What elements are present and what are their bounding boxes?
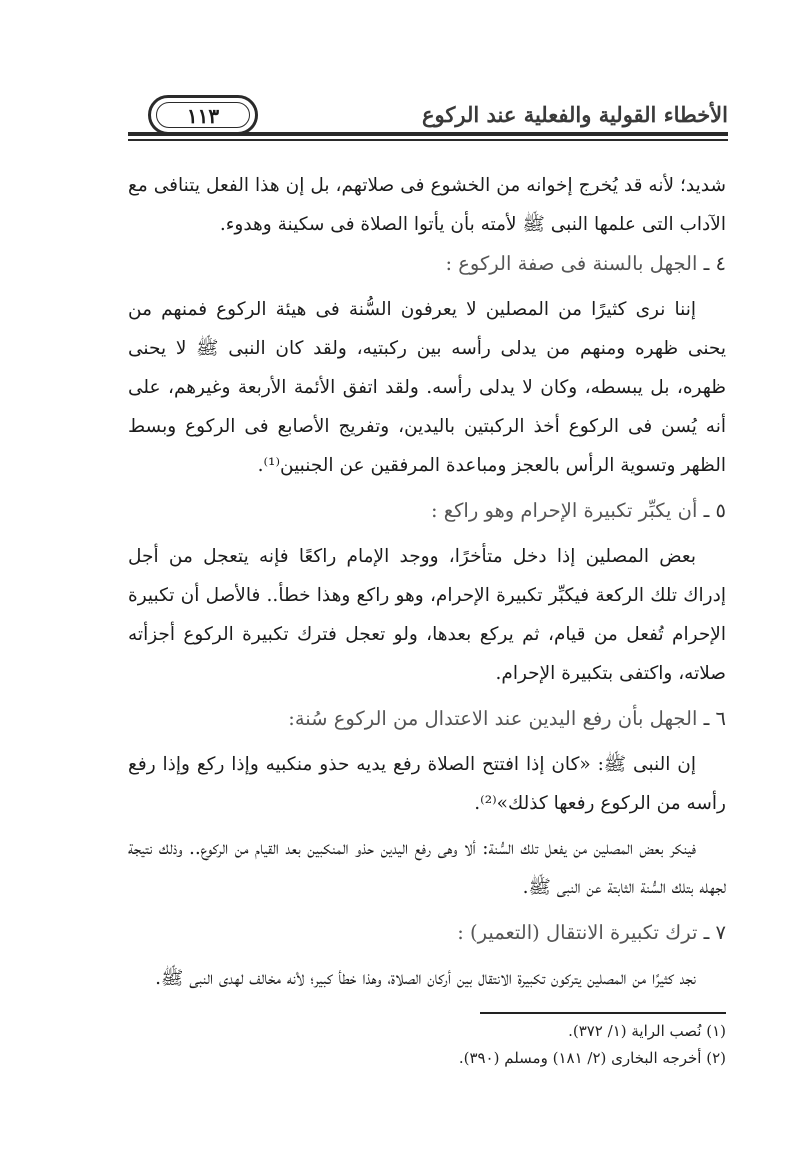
- section-heading: [128, 491, 726, 531]
- section-title: أن يكبِّر تكبيرة الإحرام وهو راكع :: [430, 499, 698, 522]
- section-heading: [128, 699, 726, 739]
- page-number: ١١٣: [186, 104, 220, 128]
- page-header: [128, 92, 728, 158]
- main-text: [128, 166, 726, 998]
- section-heading: [128, 244, 726, 284]
- page-number-badge: [148, 95, 258, 135]
- section-title: الجهل بالسنة فى صفة الركوع :: [445, 252, 698, 275]
- section-title: الجهل بأن رفع اليدين عند الاعتدال من الركوع سُنة:: [288, 707, 698, 730]
- paragraph: إننا نرى كثيرًا من المصلين لا يعرفون السُّنة فى هيئة الركوع فمنهم من يحنى ظهره ومنهم من يدلى رأسه بين ركبتيه، ولقد كان النبى ﷺ لا يحنى ظهره، بل يبسطه، وكان لا يدلى رأسه. ولقد اتفق الأئمة الأربعة وغيرهم، على أنه يُسن فى الركوع أخذ الركبتين باليدين، وتفريج الأصابع فى الركوع وبسط الظهر وتسوية الرأس بالعجز ومباعدة المرفقين عن الجنبين⁽¹⁾.: [128, 299, 726, 476]
- paragraph: إن النبى ﷺ: «كان إذا افتتح الصلاة رفع يديه حذو منكبيه وإذا ركع وإذا رفع رأسه من الركوع رفعها كذلك»⁽²⁾.: [128, 754, 726, 814]
- running-title: الأخطاء القولية والفعلية عند الركوع: [422, 102, 728, 127]
- section-number: ٤ ـ: [703, 252, 726, 275]
- paragraph: فينكر بعض المصلين من يفعل تلك السُّنة: ألا وهى رفع اليدين حذو المنكبين بعد القيام من الركوع.. وذلك نتيجة لجهله بتلك السُّنة الثابتة عن النبى ﷺ.: [128, 838, 726, 898]
- paragraph: نجد كثيرًا من المصلين يتركون تكبيرة الانتقال بين أركان الصلاة، وهذا خطأ كبير؛ لأنه مخالف لهدى النبى ﷺ.: [155, 968, 696, 989]
- footnote: (١) نُصب الراية (١/ ٣٧٢).: [568, 1022, 726, 1040]
- footnote: (٢) أخرجه البخارى (٢/ ١٨١) ومسلم (٣٩٠).: [458, 1049, 726, 1067]
- section-number: ٦ ـ: [703, 707, 726, 730]
- section-heading: [128, 913, 726, 953]
- section-number: ٧ ـ: [703, 921, 726, 944]
- header-rule-thin: [128, 139, 728, 141]
- paragraph: شديد؛ لأنه قد يُخرج إخوانه من الخشوع فى صلاتهم، بل إن هذا الفعل يتنافى مع الآداب التى علمها النبى ﷺ لأمته بأن يأتوا الصلاة فى سكينة وهدوء.: [128, 175, 726, 235]
- footnote-rule: [480, 1012, 726, 1014]
- paragraph: بعض المصلين إذا دخل متأخرًا، ووجد الإمام راكعًا فإنه يتعجل من أجل إدراك تلك الركعة فيكبِّر تكبيرة الإحرام، وهو راكع وهذا خطأ.. فالأصل أن تكبيرة الإحرام تُفعل من قيام، ثم يركع بعدها، ولو تعجل فترك تكبيرة الركوع أجزأته صلاته، واكتفى بتكبيرة الإحرام.: [128, 546, 726, 684]
- section-title: ترك تكبيرة الانتقال (التعمير) :: [457, 921, 698, 944]
- footnotes: [128, 1018, 726, 1072]
- section-number: ٥ ـ: [703, 499, 726, 522]
